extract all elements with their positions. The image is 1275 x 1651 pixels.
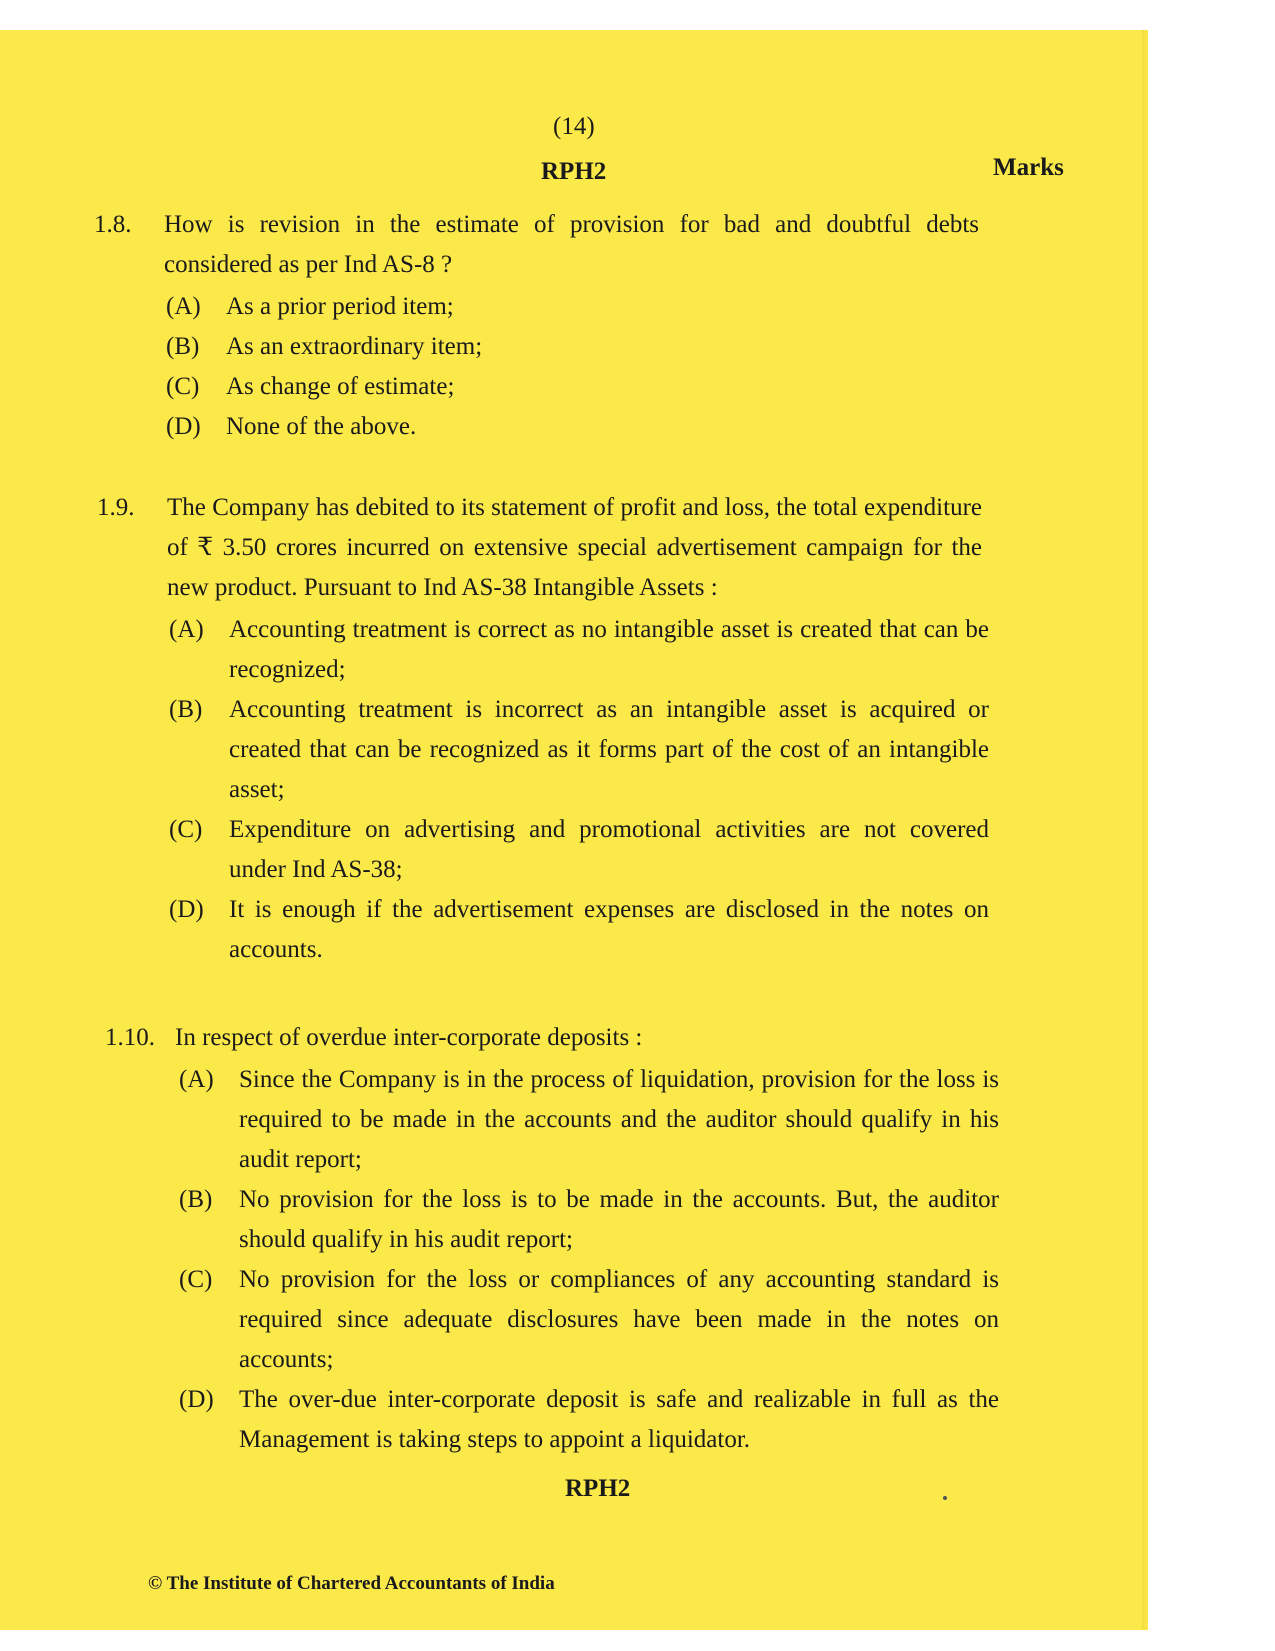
option-text: As a prior period item; [226, 293, 454, 320]
question-text: The Company has debited to its statement of profit and loss, the total expenditure of ₹ 3.50 crores incurred on extensive special advertisement campaign for the new product. Pursuant to Ind AS-38 Intangible Assets : [167, 494, 982, 601]
copyright-notice: © The Institute of Chartered Accountants of India [148, 1573, 555, 1594]
option-d [179, 1380, 999, 1460]
question-number: 1.9. [97, 494, 135, 521]
option-text: It is enough if the advertisement expenses are disclosed in the notes on accounts. [229, 896, 989, 963]
question-number: 1.8. [94, 211, 132, 238]
marks-column-label: Marks [993, 154, 1064, 181]
question-1-8 [94, 205, 994, 445]
option-label: (D) [169, 896, 204, 923]
option-c [179, 1260, 999, 1380]
option-label: (A) [179, 1066, 214, 1093]
option-d [169, 890, 989, 970]
paper-code-header: RPH2 [541, 158, 607, 185]
option-text: As an extraordinary item; [226, 333, 483, 360]
option-label: (A) [169, 616, 204, 643]
option-c [169, 810, 989, 890]
question-1-10 [105, 1018, 1005, 1458]
option-text: No provision for the loss is to be made in the accounts. But, the auditor should qualify in his audit report; [239, 1186, 999, 1253]
paper-code-footer: RPH2 [565, 1475, 631, 1502]
option-text: Expenditure on advertising and promotional activities are not covered under Ind AS-38; [229, 816, 989, 883]
option-label: (C) [169, 816, 203, 843]
speck-mark [943, 1496, 947, 1500]
option-text: Accounting treatment is correct as no intangible asset is created that can be recognized; [229, 616, 989, 683]
option-label: (B) [166, 333, 200, 360]
option-label: (B) [169, 696, 203, 723]
option-text: None of the above. [226, 413, 417, 440]
option-text: No provision for the loss or compliances of any accounting standard is required since adequate disclosures have been made in the notes on accounts; [239, 1266, 999, 1373]
option-b [169, 690, 989, 810]
option-label: (D) [166, 413, 201, 440]
option-text: Accounting treatment is incorrect as an intangible asset is acquired or created that can be recognized as it forms part of the cost of an intangible asset; [229, 696, 989, 803]
option-label: (A) [166, 293, 201, 320]
page-number: (14) [553, 113, 595, 140]
option-text: Since the Company is in the process of liquidation, provision for the loss is required to be made in the accounts and the auditor should qualify in his audit report; [239, 1066, 999, 1173]
question-text: In respect of overdue inter-corporate deposits : [175, 1024, 643, 1051]
question-number: 1.10. [105, 1024, 155, 1051]
option-label: (C) [166, 373, 200, 400]
option-a [179, 1060, 999, 1180]
option-a [169, 610, 989, 690]
option-b [179, 1180, 999, 1260]
question-text: How is revision in the estimate of provision for bad and doubtful debts considered as per Ind AS-8 ? [164, 211, 979, 278]
option-label: (B) [179, 1186, 213, 1213]
option-text: The over-due inter-corporate deposit is safe and realizable in full as the Management is taking steps to appoint a liquidator. [239, 1386, 999, 1453]
question-1-9 [97, 488, 997, 968]
option-label: (C) [179, 1266, 213, 1293]
option-text: As change of estimate; [226, 373, 455, 400]
option-label: (D) [179, 1386, 214, 1413]
